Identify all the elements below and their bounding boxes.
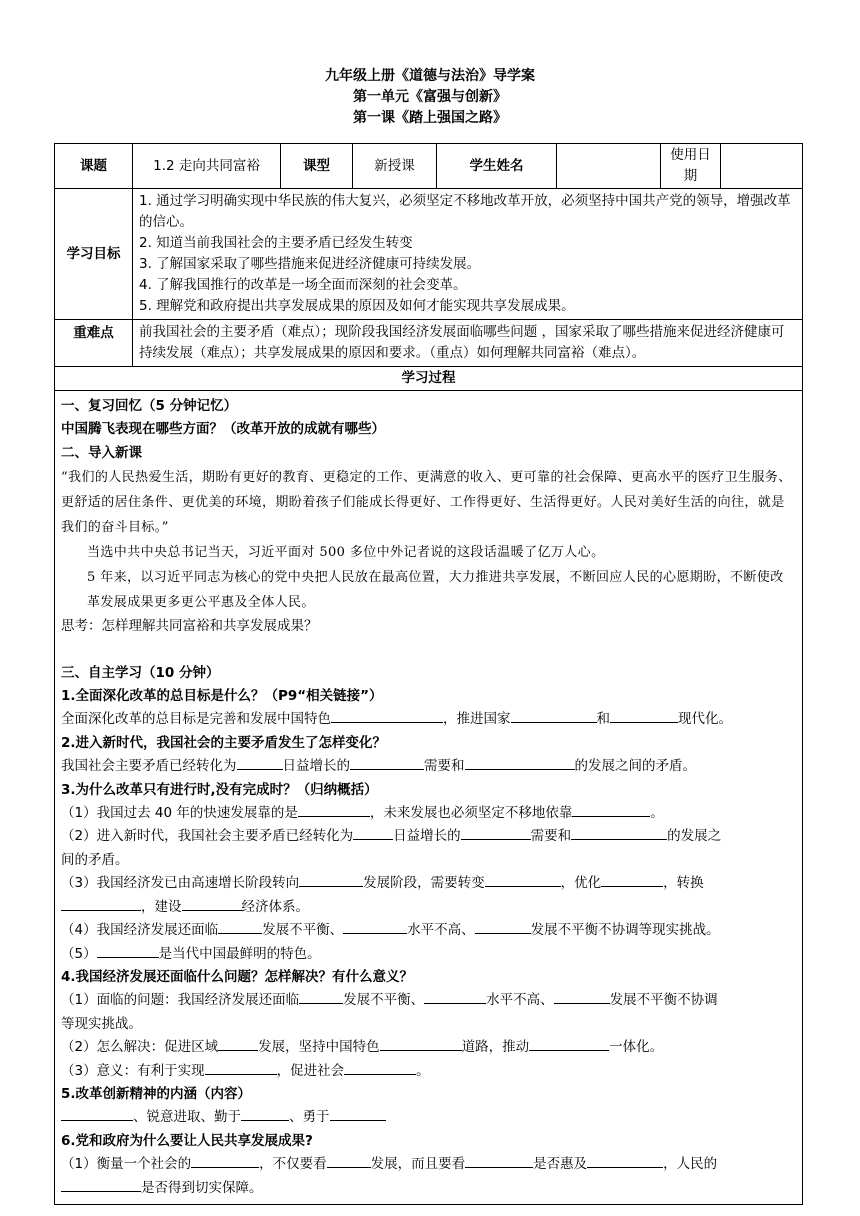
blank-field[interactable] bbox=[529, 1036, 609, 1051]
question-2: 2.进入新时代，我国社会的主要矛盾发生了怎样变化？ bbox=[61, 734, 387, 751]
key-points-label: 重难点 bbox=[55, 320, 133, 367]
question-3: 3.为什么改革只有进行时,没有完成时？（归纳概括） bbox=[61, 781, 378, 798]
question-4: 4.我国经济发展还面临什么问题？怎样解决？有什么意义？ bbox=[61, 968, 414, 985]
student-name-field[interactable] bbox=[557, 144, 661, 189]
date-label: 使用日期 bbox=[661, 144, 721, 189]
answer-6-cont: 是否得到切实保障。 bbox=[61, 1177, 796, 1200]
blank-field[interactable] bbox=[182, 896, 242, 911]
blank-field[interactable] bbox=[571, 825, 667, 840]
topic-label: 课题 bbox=[55, 144, 133, 189]
document-titles bbox=[0, 66, 860, 129]
review-heading: 一、复习回忆（5 分钟记忆） bbox=[61, 398, 238, 414]
question-6: 6.党和政府为什么要让人民共享发展成果? bbox=[61, 1132, 313, 1149]
blank-field[interactable] bbox=[380, 1036, 462, 1051]
process-body bbox=[55, 391, 803, 1205]
answer-3-3-cont: ，建设 经济体系。 bbox=[61, 896, 796, 919]
blank-field[interactable] bbox=[61, 1177, 141, 1192]
blank-field[interactable] bbox=[327, 1153, 371, 1168]
answer-3-4: （4）我国经济发展还面临 发展不平衡、 水平不高、 发展不平衡不协调等现实挑战。 bbox=[61, 919, 796, 942]
blank-field[interactable] bbox=[475, 919, 531, 934]
blank-field[interactable] bbox=[424, 989, 486, 1004]
question-1: 1.全面深化改革的总目标是什么？（P9“相关链接”） bbox=[61, 688, 383, 705]
answer-4-2: （2）怎么解决：促进区域 发展，坚持中国特色 道路，推动 一体化。 bbox=[61, 1036, 796, 1059]
blank-field[interactable] bbox=[587, 1153, 663, 1168]
blank-field[interactable] bbox=[299, 989, 343, 1004]
blank-field[interactable] bbox=[205, 1060, 277, 1075]
blank-field[interactable] bbox=[465, 755, 575, 770]
answer-3-3: （3）我国经济发已由高速增长阶段转向 发展阶段，需要转变 ，优化 ，转换 bbox=[61, 872, 796, 895]
goals-label: 学习目标 bbox=[55, 189, 133, 320]
blank-field[interactable] bbox=[461, 825, 531, 840]
topic-value: 1.2 走向共同富裕 bbox=[133, 144, 281, 189]
unit-title: 第一单元《富强与创新》 bbox=[353, 89, 507, 105]
blank-field[interactable] bbox=[218, 1036, 258, 1051]
process-title: 学习过程 bbox=[55, 367, 803, 391]
lesson-plan-table bbox=[54, 143, 803, 1205]
answer-3-5: （5） 是当代中国最鲜明的特色。 bbox=[61, 943, 796, 966]
blank-field[interactable] bbox=[353, 825, 393, 840]
goal-item: 5. 理解党和政府提出共享发展成果的原因及如何才能实现共享发展成果。 bbox=[139, 298, 575, 314]
blank-field[interactable] bbox=[601, 872, 663, 887]
goal-item: 1. 通过学习明确实现中华民族的伟大复兴，必须坚定不移地改革开放，必须坚持中国共产党的领导，增强改革的信心。 bbox=[139, 193, 791, 230]
blank-field[interactable] bbox=[331, 708, 443, 723]
answer-5: 、锐意进取、勤于 、勇于 bbox=[61, 1106, 796, 1129]
answer-6: （1）衡量一个社会的 ，不仅要看 发展，而且要看 是否惠及 ，人民的 bbox=[61, 1153, 796, 1176]
blank-field[interactable] bbox=[350, 755, 424, 770]
think-question: 思考：怎样理解共同富裕和共享发展成果？ bbox=[61, 618, 318, 635]
intro-paragraph-1: 当选中共中央总书记当天，习近平面对 500 多位中外记者说的这段话温暖了亿万人心。 bbox=[87, 545, 605, 561]
answer-3-2: （2）进入新时代，我国社会主要矛盾已经转化为 日益增长的 需要和 的发展之 bbox=[61, 825, 796, 848]
answer-1: 全面深化改革的总目标是完善和发展中国特色 ，推进国家 和 现代化。 bbox=[61, 708, 796, 731]
type-value: 新授课 bbox=[353, 144, 437, 189]
intro-paragraph-2: 5 年来，以习近平同志为核心的党中央把人民放在最高位置，大力推进共享发展，不断回应人民的心愿期盼，不断使改革发展成果更多更公平惠及全体人民。 bbox=[87, 570, 784, 611]
blank-field[interactable] bbox=[554, 989, 610, 1004]
goals-list bbox=[133, 189, 803, 320]
blank-field[interactable] bbox=[344, 1060, 416, 1075]
blank-field[interactable] bbox=[465, 1153, 533, 1168]
blank-field[interactable] bbox=[299, 872, 363, 887]
intro-heading: 二、导入新课 bbox=[61, 444, 142, 461]
answer-4-1-cont: 等现实挑战。 bbox=[61, 1015, 142, 1032]
key-points-text: 前我国社会的主要矛盾（难点）；现阶段我国经济发展面临哪些问题 ，国家采取了哪些措施来促进经济健康可持续发展（难点）；共享发展成果的原因和要求。（重点）如何理解共同富裕（难点）。 bbox=[133, 320, 803, 367]
blank-field[interactable] bbox=[610, 708, 678, 723]
blank-field[interactable] bbox=[97, 943, 159, 958]
blank-field[interactable] bbox=[330, 1106, 386, 1121]
answer-4-3: （3）意义：有利于实现 ，促进社会 。 bbox=[61, 1060, 796, 1083]
blank-field[interactable] bbox=[61, 1106, 133, 1121]
blank-field[interactable] bbox=[241, 1106, 289, 1121]
answer-2: 我国社会主要矛盾已经转化为 日益增长的 需要和 的发展之间的矛盾。 bbox=[61, 755, 796, 778]
blank-field[interactable] bbox=[572, 802, 650, 817]
type-label: 课型 bbox=[281, 144, 353, 189]
answer-4-1: （1）面临的问题：我国经济发展还面临 发展不平衡、 水平不高、 发展不平衡不协调 bbox=[61, 989, 796, 1012]
goal-item: 4. 了解我国推行的改革是一场全面而深刻的社会变革。 bbox=[139, 277, 467, 293]
answer-3-1: （1）我国过去 40 年的快速发展靠的是 ，未来发展也必须坚定不移地依靠 。 bbox=[61, 802, 796, 825]
blank-field[interactable] bbox=[485, 872, 561, 887]
lesson-title: 第一课《踏上强国之路》 bbox=[353, 110, 507, 126]
blank-field[interactable] bbox=[191, 1153, 259, 1168]
blank-field[interactable] bbox=[61, 896, 141, 911]
answer-3-2-cont: 间的矛盾。 bbox=[61, 851, 129, 868]
blank-field[interactable] bbox=[218, 919, 262, 934]
date-field[interactable] bbox=[721, 144, 803, 189]
question-5: 5.改革创新精神的内涵（内容） bbox=[61, 1085, 252, 1102]
self-study-heading: 三、自主学习（10 分钟） bbox=[61, 664, 220, 681]
blank-field[interactable] bbox=[343, 919, 407, 934]
goal-item: 2. 知道当前我国社会的主要矛盾已经发生转变 bbox=[139, 235, 413, 251]
blank-field[interactable] bbox=[237, 755, 283, 770]
blank-field[interactable] bbox=[298, 802, 370, 817]
doc-title: 九年级上册《道德与法治》导学案 bbox=[325, 68, 535, 84]
student-name-label: 学生姓名 bbox=[437, 144, 557, 189]
goal-item: 3. 了解国家采取了哪些措施来促进经济健康可持续发展。 bbox=[139, 256, 481, 272]
blank-field[interactable] bbox=[511, 708, 597, 723]
intro-quote: “我们的人民热爱生活，期盼有更好的教育、更稳定的工作、更满意的收入、更可靠的社会保障、更高水平的医疗卫生服务、更舒适的居住条件、更优美的环境，期盼着孩子们能成长得更好、工作得更好、生活得更好。人民对美好生活的向往，就是我们的奋斗目标。” bbox=[61, 470, 792, 536]
spacer bbox=[61, 639, 796, 662]
review-question: 中国腾飞表现在哪些方面？（改革开放的成就有哪些） bbox=[61, 421, 385, 438]
